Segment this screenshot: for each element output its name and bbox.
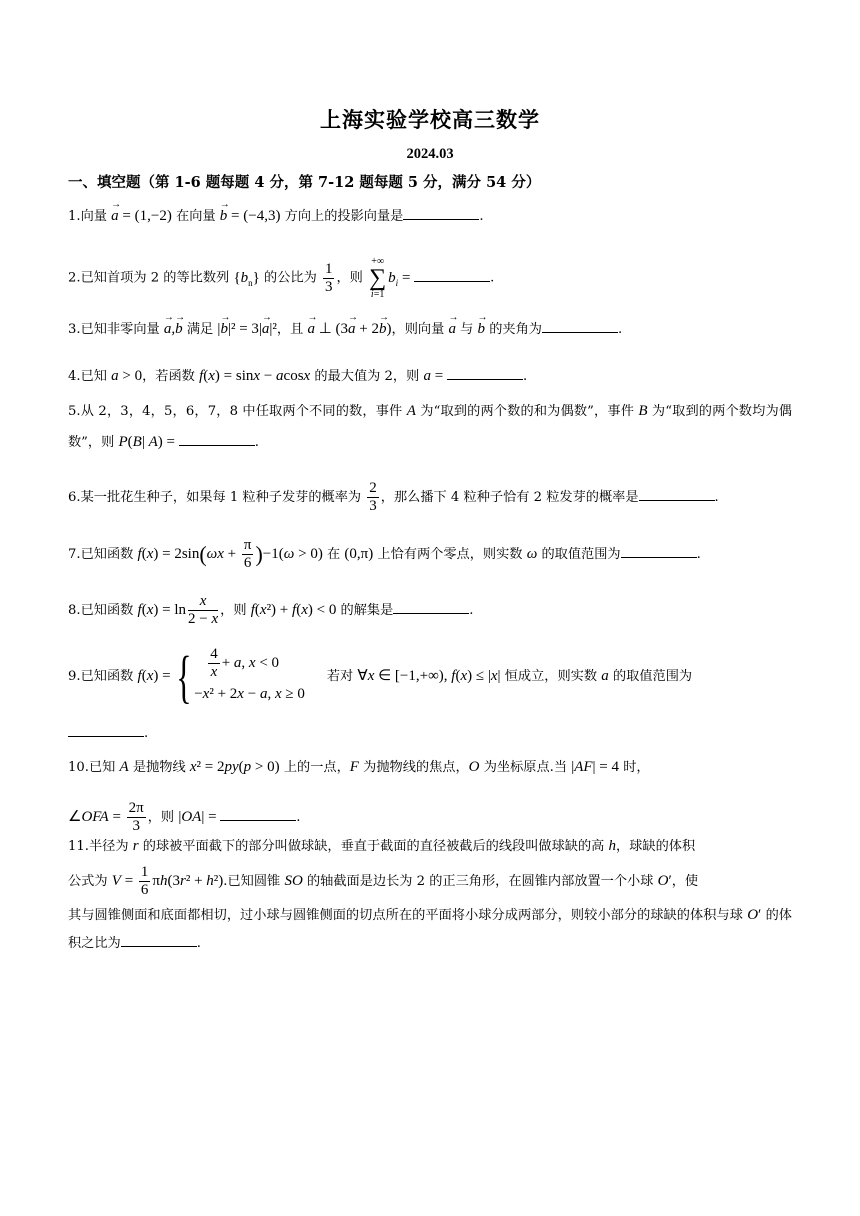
answer-blank xyxy=(414,267,490,282)
question-11-line3: 其与圆锥侧面和底面都相切，过小球与圆锥侧面的切点所在的平面将小球分成两部分，则较小部分的球缺的体积与球 O′ 的体积之比为 . xyxy=(68,907,792,951)
answer-blank xyxy=(68,722,144,737)
question-6: 6.某一批花生种子，如果每 1 粒种子发芽的概率为 $\frac{2}{3}$ ，那么播下 4 粒种子恰有 2 粒发芽的概率是 . xyxy=(68,480,719,514)
section-heading: 一、填空题（第 1-6 题每题 4 分，第 7-12 题每题 5 分，满分 54 分） xyxy=(68,174,541,191)
question-10-line2: ∠OFA = $\frac{2\pi}{3}$ ，则 |OA| = . xyxy=(68,800,301,834)
question-9-blank-line: . xyxy=(68,722,792,744)
sum-symbol: +∞ ∑ i=1 xyxy=(369,256,387,300)
answer-blank xyxy=(403,205,479,220)
fraction: $\frac{1}{6}$ xyxy=(140,864,149,898)
fraction: $\frac{2\pi}{3}$ xyxy=(128,800,144,834)
answer-blank xyxy=(220,806,296,821)
answer-blank xyxy=(621,543,697,558)
question-11: 11.半径为 r 的球被平面截下的部分叫做球缺，垂直于截面的直径被截后的线段叫做球缺的高 h，球缺的体积 xyxy=(68,838,696,854)
answer-blank xyxy=(447,365,523,380)
question-1: 1.向量 → a = (1,−2) 在向量 → b = (−4,3) 方向上的投影向量是 . xyxy=(68,205,792,227)
question-10: 10.已知 A 是抛物线 x² = 2py(p > 0) 上的一点，F 为抛物线的焦点，O 为坐标原点.当 |AF| = 4 时， xyxy=(68,759,650,775)
question-7: 7.已知函数 f(x) = 2sin(ωx + $\frac{\pi}{6}$ )−1(ω > 0) 在 (0,π) 上恰有两个零点，则实数 ω 的取值范围为 . xyxy=(68,537,701,571)
question-5: 5.从 2，3，4，5，6，7，8 中任取两个不同的数，事件 A 为“取到的两个数的和为偶数”，事件 B 为“取到的两个数均为偶数”，则 P(B| A) = . xyxy=(68,403,792,450)
question-4: 4.已知 a > 0，若函数 f(x) = sinx − acosx 的最大值为 2，则 a = . xyxy=(68,365,792,387)
question-9: 9.已知函数 f(x) = { $\frac{4}{x}$ + a, x < 0 −x² + 2x − a, x ≥ 0 若对 ∀x ∈ [−1,+∞), f(x) ≤ |x| 恒成立，则实数 a 的取值范围为 xyxy=(68,643,693,709)
page-title: 上海实验学校高三数学 xyxy=(320,107,540,132)
fraction: $\frac{2}{3}$ xyxy=(369,480,377,514)
answer-blank xyxy=(179,431,255,446)
answer-blank xyxy=(121,932,197,947)
question-11-line2: 公式为 V = $\frac{1}{6}$ πh(3r² + h²).已知圆锥 SO 的轴截面是边长为 2 的正三角形，在圆锥内部放置一个小球 O′，使 xyxy=(68,864,699,898)
piecewise-cases: $\frac{4}{x}$ + a, x < 0 −x² + 2x − a, x ≥ 0 xyxy=(194,646,305,702)
question-3: 3.已知非零向量 → a,→ b 满足 |→ b|² = 3|→ a|²，且 → a ⊥ (3→ a + 2→ b)，则向量 → a 与 → b 的夹角为 . xyxy=(68,318,792,340)
question-2: 2.已知首项为 2 的等比数列 $\{b_n\}$ 的公比为 $\frac{1}{3}$ ，则 +∞ ∑ $i=1b_i$ = . xyxy=(68,256,495,300)
fraction: $\frac{1}{3}$ xyxy=(324,260,333,295)
answer-blank xyxy=(542,318,618,333)
answer-blank xyxy=(639,486,715,501)
exam-date: 2024.03 xyxy=(406,146,454,162)
piecewise-brace: { xyxy=(176,643,192,709)
fraction: $\frac{x}{2 - x}$ xyxy=(188,593,219,627)
question-8: 8.已知函数 f(x) = ln $\frac{x}{2 - x}$ ，则 f(x²) + f(x) < 0 的解集是 . xyxy=(68,593,474,627)
answer-blank xyxy=(393,599,469,614)
fraction: $\frac{\pi}{6}$ xyxy=(243,537,252,571)
